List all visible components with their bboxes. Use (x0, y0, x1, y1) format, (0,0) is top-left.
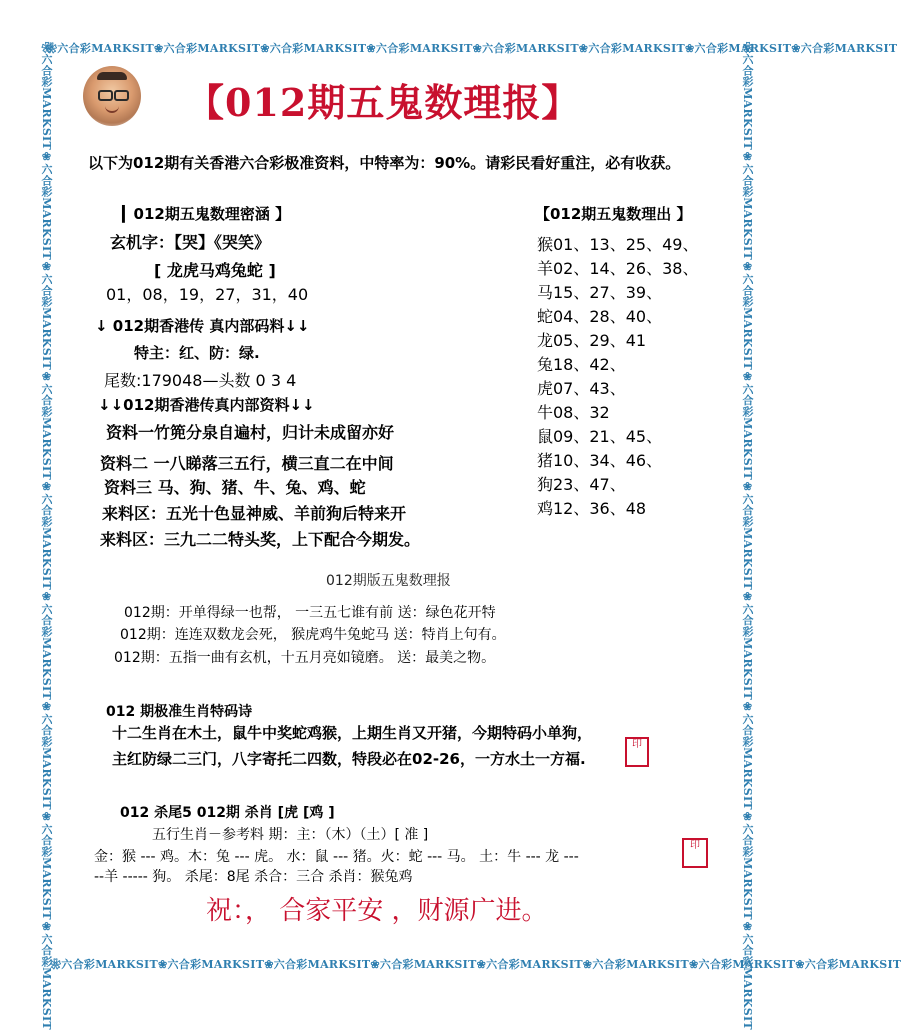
list-item: 牛08、32 (537, 403, 610, 422)
list-item: 虎07、43、 (537, 379, 626, 398)
poem-line-1: 十二生肖在木土，鼠牛中奖蛇鸡猴，上期生肖又开猪，今期特码小单狗， (112, 724, 593, 742)
list-item: 兔18、42、 (537, 355, 626, 374)
weishu-line: 尾数:179048—头数 0 3 4 (104, 371, 297, 390)
list-item: 狗23、47、 (537, 475, 626, 494)
list-item: 鼠09、21、45、 (537, 427, 663, 446)
right-heading: 【012期五鬼数理出 】 (535, 205, 692, 223)
list-item: 羊02、14、26、38、 (537, 259, 699, 278)
page-title: 【012期五鬼数理报】 (186, 80, 581, 125)
bottom-line-4: --羊 ----- 狗。 杀尾：8尾 杀合：三合 杀肖：猴兔鸡 (94, 869, 413, 885)
watermark-border-top: ❀六合彩MARKSIT❀六合彩MARKSIT❀六合彩MARKSIT❀六合彩MARKSIT❀六合彩MARKSIT❀六合彩MARKSIT❀六合彩MARKSIT❀六合彩MARKSIT (46, 42, 898, 55)
laizi-1: 来料区：五光十色显神威、羊前狗后特来开 (102, 504, 407, 523)
poem-heading: 012 期极准生肖特码诗 (106, 704, 253, 720)
tezhu-line: 特主：红、防：绿. (134, 344, 260, 362)
ziliao-2: 资料二 一八睇落三五行，横三直二在中间 (100, 454, 394, 473)
bottom-line-3: 金：猴 --- 鸡。木：兔 --- 虎。 水：鼠 --- 猪。火：蛇 --- 马。 土：牛 --- 龙 --- (94, 849, 579, 865)
middle-heading: 012期版五鬼数理报 (326, 573, 451, 589)
list-item: 猴01、13、25、49、 (537, 235, 699, 254)
portrait-image (83, 66, 141, 126)
xuanji-line: 玄机字：【哭】《哭笑》 (110, 233, 271, 252)
watermark-border-right: ❀六合彩MARKSIT❀六合彩MARKSIT❀六合彩MARKSIT❀六合彩MARKSIT❀六合彩MARKSIT❀六合彩MARKSIT❀六合彩MARKSIT❀六合彩MARKSIT❀六合彩MARKSIT (741, 42, 754, 1030)
numbers-line: 01，08，19，27，31，40 (106, 285, 309, 304)
laizi-2: 来料区：三九二二特头奖，上下配合今期发。 (100, 530, 421, 549)
list-item: 马15、27、39、 (537, 283, 663, 302)
middle-line-1: 012期：开单得绿一也帮， 一三五七谁有前 送：绿色花开特 (124, 605, 496, 621)
closing-blessing: 祝：， 合家平安 ，财源广进。 (206, 896, 548, 926)
seal-stamp: 印 (625, 737, 649, 767)
intro-text: 以下为012期有关香港六合彩极准资料，中特率为：90%。请彩民看好重注，必有收获。 (88, 154, 681, 172)
bottom-line-2: 五行生肖－参考料 期：主：（木）（土）[ 准 ] (152, 827, 429, 843)
ziliao-1: 资料一竹篼分泉自遍村，归计未成留亦好 (106, 423, 395, 442)
watermark-border-left: ❀六合彩MARKSIT❀六合彩MARKSIT❀六合彩MARKSIT❀六合彩MARKSIT❀六合彩MARKSIT❀六合彩MARKSIT❀六合彩MARKSIT❀六合彩MARKSIT❀六合彩MARKSIT (40, 42, 53, 1030)
list-item: 龙05、29、41 (537, 331, 647, 350)
middle-line-2: 012期：连连双数龙会死， 猴虎鸡牛兔蛇马 送：特肖上句有。 (120, 627, 506, 643)
middle-line-3: 012期：五指一曲有玄机，十五月亮如镜磨。 送：最美之物。 (114, 650, 496, 666)
seal-stamp: 印 (682, 838, 708, 868)
zodiac-line: [ 龙虎马鸡兔蛇 ] (154, 261, 276, 280)
list-item: 蛇04、28、40、 (537, 307, 663, 326)
list-item: 猪10、34、46、 (537, 451, 663, 470)
hk-heading-2: ↓↓012期香港传真内部资料↓↓ (98, 396, 315, 414)
ziliao-3: 资料三 马、狗、猪、牛、兔、鸡、蛇 (104, 478, 366, 497)
list-item: 鸡12、36、48 (537, 499, 647, 518)
bottom-line-1: 012 杀尾5 012期 杀肖 [虎 [鸡 ] (120, 805, 335, 821)
hk-heading-1: ↓ 012期香港传 真内部码料↓↓ (95, 317, 310, 335)
left-heading: ▎012期五鬼数理密涵 】 (122, 205, 291, 223)
watermark-border-bottom: ❀六合彩MARKSIT❀六合彩MARKSIT❀六合彩MARKSIT❀六合彩MARKSIT❀六合彩MARKSIT❀六合彩MARKSIT❀六合彩MARKSIT❀六合彩MARKSIT (50, 958, 901, 971)
poem-line-2: 主红防绿二三门，八字寄托二四数，特段必在02-26，一方水土一方福. (112, 750, 586, 768)
